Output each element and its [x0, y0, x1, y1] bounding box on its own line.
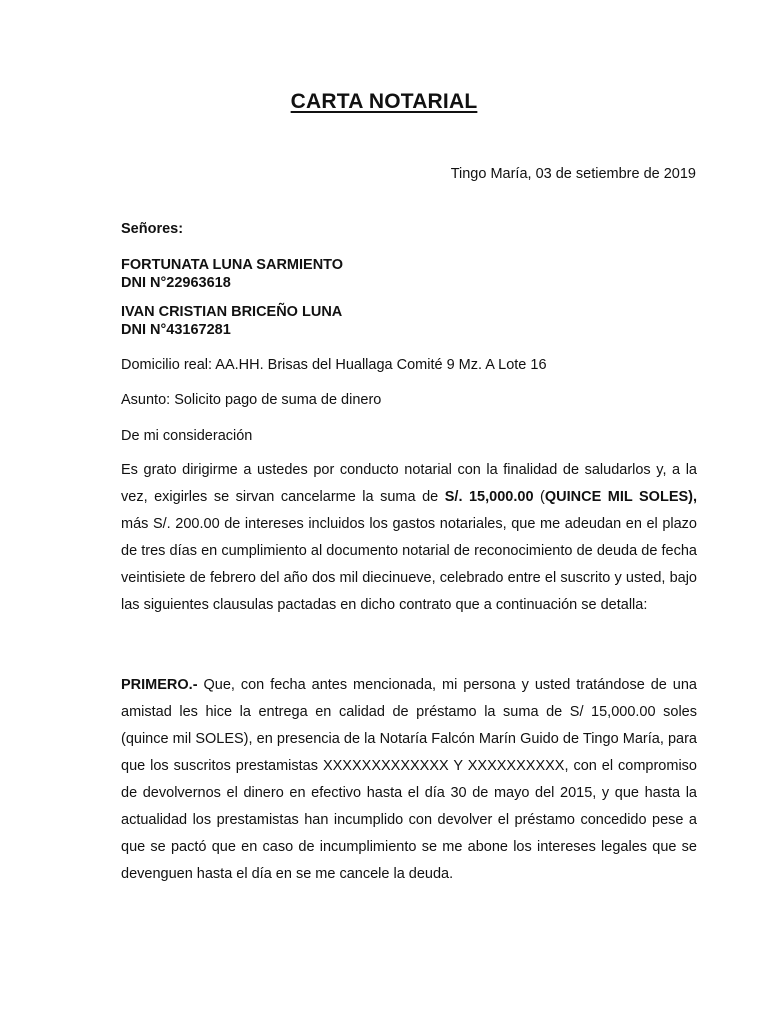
recipient-1	[121, 256, 697, 292]
para2-text: Que, con fecha antes mencionada, mi persona y usted tratándose de una amistad les hice la entrega en calidad de préstamo la suma de S/ 15,000.00 soles (quince mil SOLES), en presencia de la Notaría Falcón Marín Guido de Tingo María, para que los suscritos prestamistas XXXXXXXXXXXXX Y XXXXXXXXXX, con el compromiso de devolvernos el dinero en efectivo hasta el día 30 de mayo del 2015, y que hasta la actualidad los prestamistas han incumplido con devolver el préstamo concedido pese a que se pactó que en caso de incumplimiento se me abone los intereses legales que se devenguen hasta el día en se me cancele la deuda.	[121, 677, 697, 882]
recipient-2	[121, 303, 697, 339]
domicile-line: Domicilio real: AA.HH. Brisas del Huallaga Comité 9 Mz. A Lote 16	[121, 357, 547, 373]
recipient-2-dni: DNI N°43167281	[121, 322, 231, 338]
body-paragraph-1	[121, 457, 697, 619]
body-paragraph-2	[121, 672, 697, 888]
greeting-line: De mi consideración	[121, 428, 253, 444]
recipient-1-name: FORTUNATA LUNA SARMIENTO	[121, 257, 344, 273]
salutation: Señores:	[121, 221, 184, 237]
para1-text-b: (	[533, 489, 545, 505]
clause-label-primero: PRIMERO.-	[121, 677, 198, 693]
date-line: Tingo María, 03 de setiembre de 2019	[450, 166, 696, 182]
para1-text-c: más S/. 200.00 de intereses incluidos los gastos notariales, que me adeudan en el plazo de tres días en cumplimiento al documento notarial de reconocimiento de deuda de fecha veintisiete de febrero del año dos mil diecinueve, celebrado entre el suscrito y usted, bajo las siguientes clausulas pactadas en dicho contrato que a continuación se detalla:	[121, 516, 697, 613]
recipient-1-dni: DNI N°22963618	[121, 275, 231, 291]
para1-text-a: Es grato dirigirme a ustedes por conducto notarial con la finalidad de saludarlos y, a la vez, exigirles se sirvan cancelarme la suma de	[121, 462, 697, 505]
amount-figure: S/. 15,000.00	[444, 489, 534, 505]
amount-words: QUINCE MIL SOLES),	[544, 489, 698, 505]
recipient-2-name: IVAN CRISTIAN BRICEÑO LUNA	[121, 304, 343, 320]
document-title: CARTA NOTARIAL	[290, 90, 478, 113]
subject-line: Asunto: Solicito pago de suma de dinero	[121, 392, 382, 408]
